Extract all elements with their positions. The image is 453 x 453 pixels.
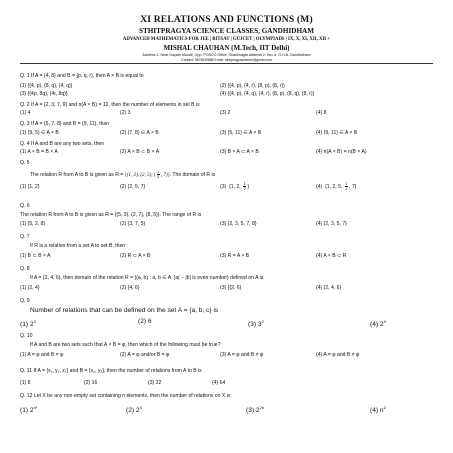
q5-stem xyxy=(30,170,215,179)
q11-option-4: (4) 64 xyxy=(212,380,226,386)
q8-number: Q. 8 xyxy=(20,266,30,272)
q1-option-4: (4) {(4, p), (4, q), (4, r), (8, p), (8, q), (8, r)} xyxy=(220,91,315,97)
q5-number: Q. 5 xyxy=(20,160,30,166)
q4-stem: Q. 4 If A and B are any two sets, then xyxy=(20,141,105,147)
q9-option-1: (1) $2^3$ xyxy=(20,319,36,329)
q11-stem: Q. 11 If A = {x₁, y₁, z₁} and B = {x₂, y₂}, then the number of relations from A to B is xyxy=(20,368,202,374)
q3-option-3: (3) (5, 11) ∈ A × B xyxy=(220,130,262,136)
q4-option-1: (1) A × B = B × A xyxy=(20,149,58,155)
header-divider xyxy=(20,63,433,64)
q10-option-3: (3) A = φ and B ≠ φ xyxy=(220,352,264,358)
q7-option-2: (2) R ⊂ A × B xyxy=(120,253,151,259)
q9-option-4: (4) $2^9$ xyxy=(370,319,386,329)
q10-number: Q. 10 xyxy=(20,333,33,339)
q3-option-4: (4) (9, 11) ∈ A × B xyxy=(316,130,358,136)
q9-number: Q. 9 xyxy=(20,298,30,304)
address-line: Address 1: Near Gayatri Mandir, Opp. POSCO Office, Shaktinagar Address 2: Sec-5, G.H.B, Gandhidham xyxy=(142,53,311,57)
q12-option-4: (4) $n^2$ xyxy=(370,405,386,415)
q5-stem-tail: . The domain of R is xyxy=(169,171,216,178)
q4-option-3: (3) B × A ⊂ A × B xyxy=(220,149,259,155)
q11-option-1: (1) 8 xyxy=(20,380,31,386)
q5-option-4: (4) {1, 2, 5, $\frac{1}{2}$ , 7} xyxy=(316,181,357,191)
q12-option-2: (2) 2$^n$ xyxy=(126,405,142,415)
q7-option-3: (3) R = A × B xyxy=(220,253,250,259)
q9-option-2: (2) 6 xyxy=(138,318,152,325)
q8-option-3: (3) {{2, 6} xyxy=(220,285,242,291)
course-line: ADVANCED MATHEMATICS FOR JEE | BITSAT | GUJCET | OLYMPIADS | IX, X, XI, XII, XII + xyxy=(122,37,331,42)
q6-option-2: (2) {3, 7, 5} xyxy=(120,221,146,227)
q7-option-1: (1) B ⊂ B × A xyxy=(20,253,51,259)
q10-stem: If A and B are two sets such that A × B = φ, then which of the following must be true? xyxy=(30,342,221,348)
q12-option-3: (3) $2^{2n}$ xyxy=(246,405,265,415)
q2-stem: Q. 2 If A = {2, 3, 7, 9} and n(A × B) = 12, then the number of elements in set B is xyxy=(20,102,200,108)
q6-option-1: (1) {5, 2, 8} xyxy=(20,221,46,227)
q1-stem: Q. 1 If A = {4, 8} and B = {p, q, r}, then A × B is equal to xyxy=(20,73,144,79)
q2-option-2: (2) 3 xyxy=(120,110,131,116)
q5-option-1: (1) {1, 2} xyxy=(20,184,40,190)
q2-option-1: (1) 4 xyxy=(20,110,31,116)
q9-stem: Number of relations that can be defined on the set A = {a, b, c} is xyxy=(30,307,219,314)
q2-option-3: (3) 2 xyxy=(220,110,231,116)
q7-option-4: (4) A × B ⊂ R xyxy=(316,253,347,259)
q1-option-3: (3) {(4p, 8q), (4r, 8q)} xyxy=(20,91,68,97)
q5-stem-lead: The relation R from A to B is given as R = xyxy=(30,171,125,178)
q2-option-4: (4) 8 xyxy=(316,110,327,116)
q11-option-3: (3) 32 xyxy=(148,380,162,386)
q4-option-4: (4) n(A × B) = n(B × A) xyxy=(316,149,367,155)
q5-option-2: (2) {2, 5, 7} xyxy=(120,184,146,190)
q4-option-2: (2) A × B ⊂ B × A xyxy=(120,149,160,155)
q7-number: Q. 7 xyxy=(20,234,30,240)
q6-stem: The relation R from A to B is given as R = {(5, 3), (2, 7), (8, 5)}. The range of R is xyxy=(20,212,202,218)
q1-option-2: (2) {(4, p), (4, r), (8, p), (8, r)} xyxy=(220,83,285,89)
institute-name: STHITPRAGYA SCIENCE CLASSES, GANDHIDHAM xyxy=(138,27,315,35)
q10-option-1: (1) A = φ and B = φ xyxy=(20,352,64,358)
worksheet-title: XI RELATIONS AND FUNCTIONS (M) xyxy=(140,15,313,25)
q6-option-3: (3) {2, 3, 5, 7, 8} xyxy=(220,221,257,227)
q5-stem-set-end: , 7)} xyxy=(160,171,170,178)
contact-line: Contact: 9879639888 Email: sthitpragyascience@gmail.com xyxy=(181,58,272,62)
q6-option-4: (4) {2, 3, 5, 7} xyxy=(316,221,347,227)
q8-option-2: (2) {4, 6} xyxy=(120,285,140,291)
q12-option-1: (1) $2^{n^2}$ xyxy=(20,405,38,415)
q3-option-2: (2) (7, 8) ∈ A × B xyxy=(120,130,159,136)
q8-stem: If A = {2, 4, 6}, then domain of the relation R = {(a, b) : a, b ∈ A, |a| − |b| is even number} defined on A is xyxy=(30,275,264,281)
q10-option-2: (2) A = φ and/or B = φ xyxy=(120,352,170,358)
q5-option-3: (3) {1, 2, $\frac{1}{2}$ } xyxy=(220,181,250,191)
teacher-name: MISHAL CHAUHAN (M.Tech, IIT Delhi) xyxy=(163,44,290,52)
q1-option-1: (1) {(4, p), (8, q), (4, q)} xyxy=(20,83,73,89)
q11-option-2: (2) 16 xyxy=(84,380,98,386)
q7-stem: If R is a relation from a set A to set B, then xyxy=(30,243,126,249)
q5-stem-fraction: $\frac{1}{2}$ xyxy=(157,169,160,179)
q12-stem: Q. 12 Let X be any non-empty set containing n elements, then the number of relations on X is xyxy=(20,393,231,399)
q3-stem: Q. 3 If A = {5, 7, 8} and B = {9, 11}, then xyxy=(20,121,110,127)
q8-option-1: (1) {2, 4} xyxy=(20,285,40,291)
q9-option-3: (3) $3^2$ xyxy=(248,319,264,329)
q3-option-1: (1) (9, 5) ∈ A × B xyxy=(20,130,59,136)
q6-number: Q. 6 xyxy=(20,203,30,209)
q8-option-4: (4) {2, 4, 6} xyxy=(316,285,342,291)
q10-option-4: (4) A = φ and B ≠ φ xyxy=(316,352,360,358)
q5-stem-set-start: {(1, 2), (2, 5), ( xyxy=(124,171,156,178)
